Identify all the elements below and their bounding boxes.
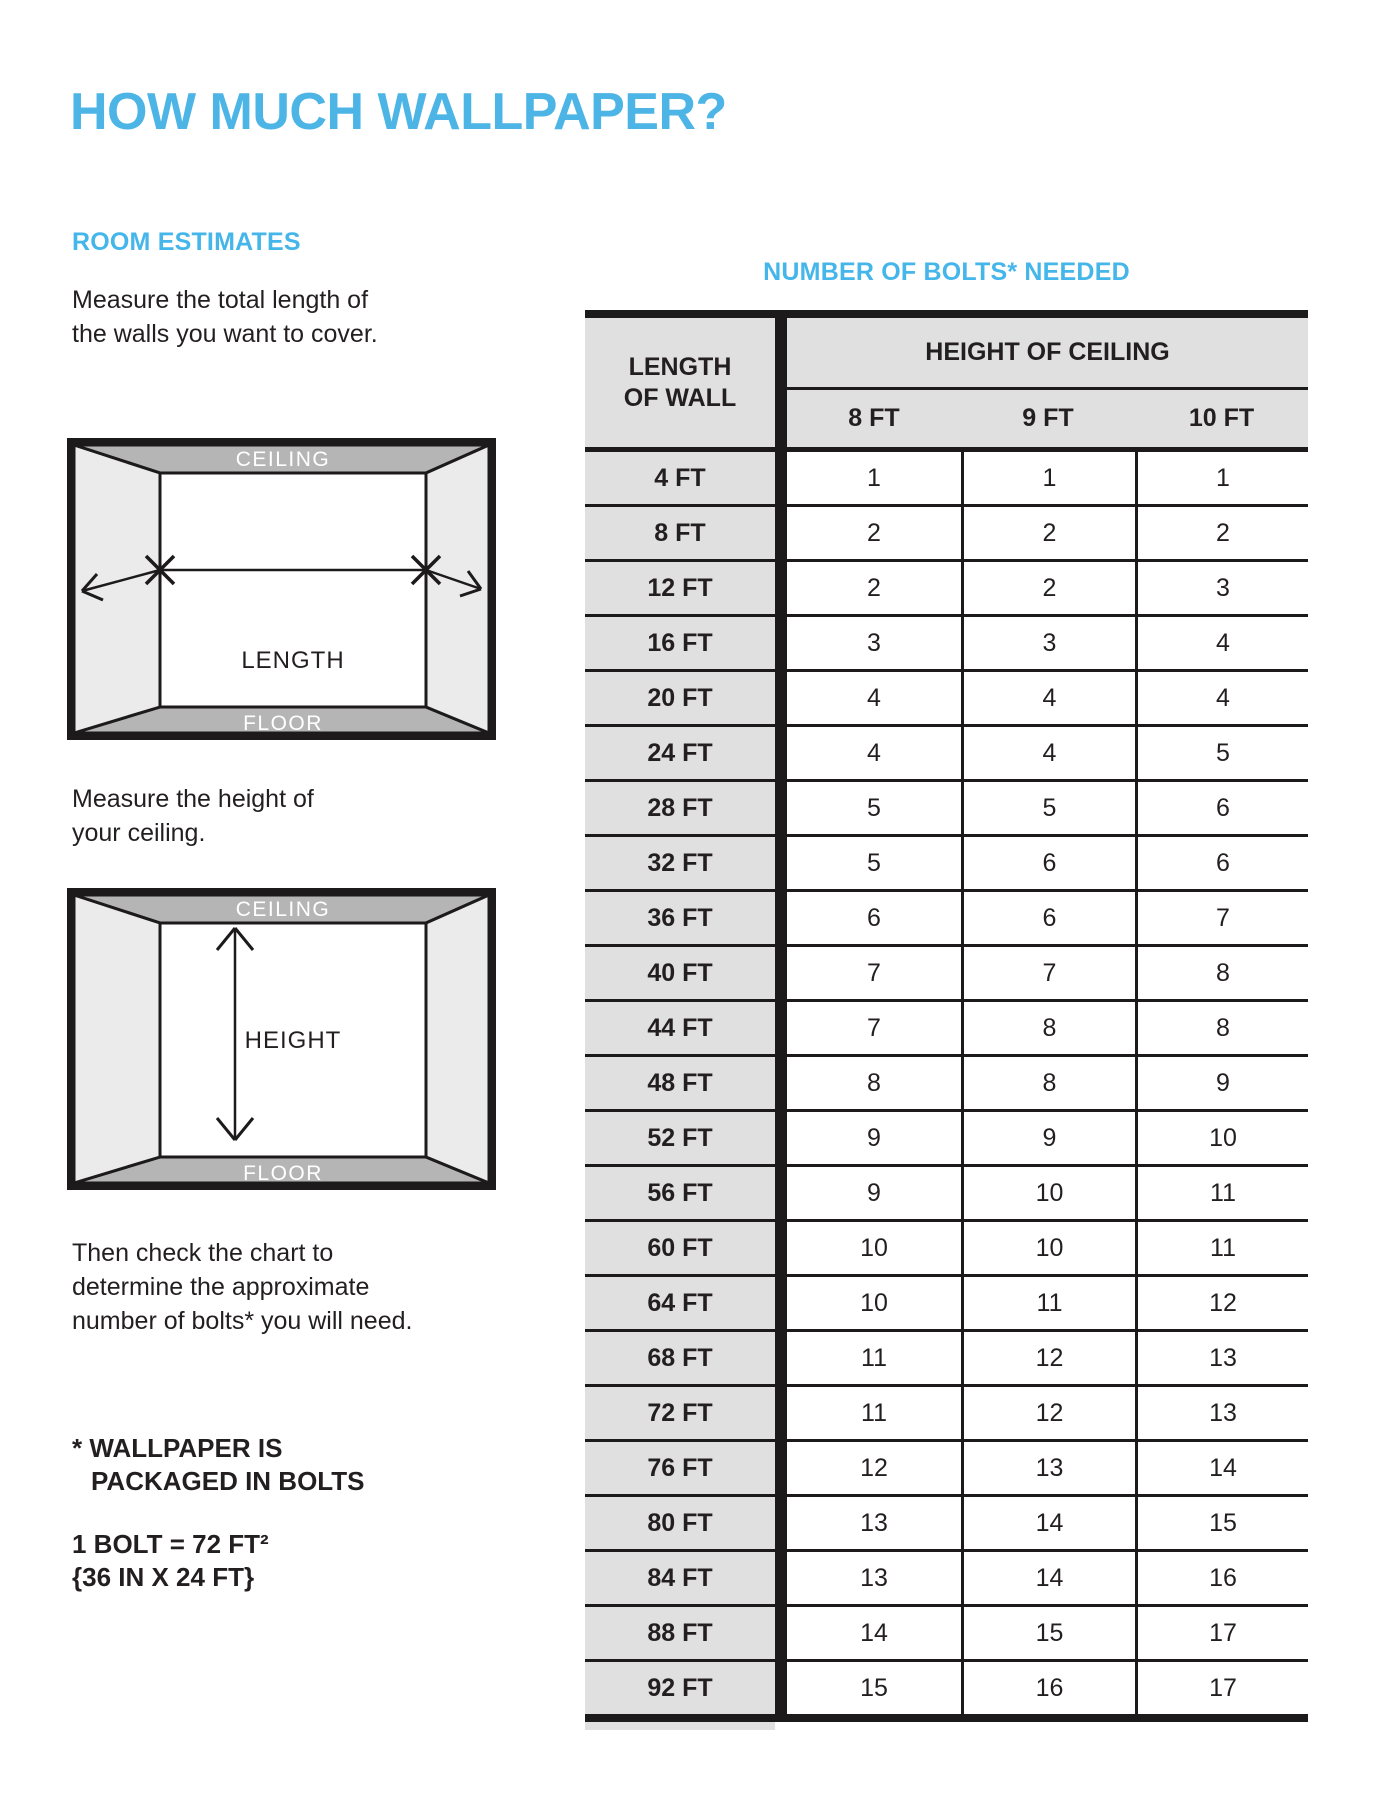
bolts-value-cell: 12	[961, 1387, 1135, 1439]
bolts-value-cell: 13	[1135, 1387, 1308, 1439]
wall-length-cell: 20 FT	[585, 672, 775, 724]
ceiling-label: CEILING	[235, 898, 331, 921]
bolts-value-cell: 1	[1135, 452, 1308, 504]
instruction-length-line1: Measure the total length of	[72, 286, 369, 314]
bolts-value-cell: 11	[787, 1387, 961, 1439]
bolts-value-cell: 5	[787, 782, 961, 834]
bolts-value-cell: 6	[961, 837, 1135, 889]
table-row	[585, 672, 1308, 727]
ceiling-label: CEILING	[235, 448, 331, 471]
column-header-8ft: 8 FT	[848, 404, 900, 432]
right-wall	[426, 895, 489, 1183]
bolts-value-cell: 1	[787, 452, 961, 504]
column-divider	[775, 617, 787, 669]
table-row	[585, 782, 1308, 837]
floor-label: FLOOR	[243, 712, 323, 735]
table-top-border	[585, 310, 1308, 318]
bolts-value-cell: 10	[787, 1222, 961, 1274]
floor-label: FLOOR	[243, 1162, 323, 1185]
column-divider	[775, 1442, 787, 1494]
left-wall	[74, 895, 160, 1183]
bolts-value-cell: 9	[1135, 1057, 1308, 1109]
column-divider	[775, 562, 787, 614]
bolts-value-cell: 2	[1135, 507, 1308, 559]
table-bottom-border	[585, 1714, 1308, 1722]
wall-length-cell: 44 FT	[585, 1002, 775, 1054]
wall-length-cell: 92 FT	[585, 1662, 775, 1714]
wall-length-cell: 72 FT	[585, 1387, 775, 1439]
table-footer-stub	[585, 1722, 775, 1730]
table-row	[585, 1277, 1308, 1332]
bolts-value-cell: 1	[961, 452, 1135, 504]
table-row	[585, 617, 1308, 672]
bolts-value-cell: 11	[1135, 1222, 1308, 1274]
bolts-value-cell: 11	[1135, 1167, 1308, 1219]
bolts-value-cell: 2	[787, 507, 961, 559]
bolts-value-cell: 9	[961, 1112, 1135, 1164]
column-divider	[775, 672, 787, 724]
bolts-value-cell: 12	[1135, 1277, 1308, 1329]
bolts-value-cell: 14	[961, 1497, 1135, 1549]
bolts-value-cell: 13	[1135, 1332, 1308, 1384]
bolts-value-cell: 5	[787, 837, 961, 889]
instruction-length	[72, 283, 378, 351]
bolts-value-cell: 17	[1135, 1662, 1308, 1714]
table-row	[585, 1662, 1308, 1714]
bolt-size-line1: 1 BOLT = 72 FT²	[72, 1529, 269, 1559]
wall-length-cell: 68 FT	[585, 1332, 775, 1384]
column-divider	[775, 318, 787, 447]
bolts-table-heading: NUMBER OF BOLTS* NEEDED	[763, 258, 1130, 286]
bolts-value-cell: 13	[787, 1497, 961, 1549]
column-divider	[775, 782, 787, 834]
column-divider	[775, 1552, 787, 1604]
bolts-value-cell: 13	[787, 1552, 961, 1604]
bolts-value-cell: 12	[961, 1332, 1135, 1384]
bolts-footnote-line1: * WALLPAPER IS	[72, 1433, 283, 1463]
column-header-10ft: 10 FT	[1188, 404, 1255, 432]
bolts-value-cell: 5	[961, 782, 1135, 834]
bolts-value-cell: 15	[961, 1607, 1135, 1659]
height-of-ceiling-header: HEIGHT OF CEILING	[787, 318, 1308, 390]
table-row	[585, 947, 1308, 1002]
column-divider	[775, 1112, 787, 1164]
instruction-chart-line3: number of bolts* you will need.	[72, 1307, 413, 1335]
bolts-value-cell: 14	[961, 1552, 1135, 1604]
table-row	[585, 1057, 1308, 1112]
bolts-value-cell: 5	[1135, 727, 1308, 779]
bolts-value-cell: 2	[961, 507, 1135, 559]
table-row	[585, 1112, 1308, 1167]
bolts-value-cell: 6	[1135, 782, 1308, 834]
column-divider	[775, 507, 787, 559]
bolts-value-cell: 8	[1135, 1002, 1308, 1054]
bolts-value-cell: 4	[961, 727, 1135, 779]
page-title: HOW MUCH WALLPAPER?	[70, 83, 727, 141]
column-divider	[775, 1332, 787, 1384]
length-of-wall-header	[585, 318, 775, 447]
table-row	[585, 1167, 1308, 1222]
wall-length-cell: 76 FT	[585, 1442, 775, 1494]
bolt-size-info	[72, 1528, 269, 1594]
bolts-value-cell: 16	[961, 1662, 1135, 1714]
instruction-length-line2: the walls you want to cover.	[72, 320, 378, 348]
length-label: LENGTH	[241, 647, 345, 674]
table-header	[585, 318, 1308, 447]
bolts-value-cell: 4	[1135, 672, 1308, 724]
column-divider	[775, 1662, 787, 1714]
bolts-value-cell: 8	[961, 1002, 1135, 1054]
wall-length-cell: 32 FT	[585, 837, 775, 889]
bolts-value-cell: 15	[787, 1662, 961, 1714]
table-row	[585, 452, 1308, 507]
column-divider	[775, 892, 787, 944]
wall-length-cell: 16 FT	[585, 617, 775, 669]
bolts-value-cell: 4	[787, 727, 961, 779]
column-divider	[775, 837, 787, 889]
table-row	[585, 1002, 1308, 1057]
column-divider	[775, 1002, 787, 1054]
bolts-value-cell: 3	[1135, 562, 1308, 614]
instruction-chart-line1: Then check the chart to	[72, 1239, 334, 1267]
bolts-value-cell: 10	[961, 1167, 1135, 1219]
bolts-value-cell: 14	[787, 1607, 961, 1659]
wall-length-cell: 8 FT	[585, 507, 775, 559]
bolts-value-cell: 7	[787, 1002, 961, 1054]
bolts-value-cell: 6	[961, 892, 1135, 944]
wall-length-cell: 52 FT	[585, 1112, 775, 1164]
ceiling-height-subheader	[787, 390, 1308, 447]
instruction-height-line2: your ceiling.	[72, 819, 206, 847]
instruction-height-line1: Measure the height of	[72, 785, 314, 813]
bolts-value-cell: 7	[961, 947, 1135, 999]
bolts-value-cell: 10	[787, 1277, 961, 1329]
length-of-wall-line1: LENGTH	[628, 352, 732, 381]
wall-length-cell: 40 FT	[585, 947, 775, 999]
column-header-9ft: 9 FT	[1022, 404, 1074, 432]
wall-length-cell: 4 FT	[585, 452, 775, 504]
wall-length-cell: 88 FT	[585, 1607, 775, 1659]
bolts-value-cell: 9	[787, 1167, 961, 1219]
table-row	[585, 892, 1308, 947]
wall-length-cell: 36 FT	[585, 892, 775, 944]
bolts-value-cell: 13	[961, 1442, 1135, 1494]
bolts-footnote-line2: PACKAGED IN BOLTS	[91, 1466, 365, 1496]
column-divider	[775, 947, 787, 999]
column-divider	[775, 1057, 787, 1109]
column-divider	[775, 1167, 787, 1219]
column-divider	[775, 1497, 787, 1549]
bolts-value-cell: 8	[1135, 947, 1308, 999]
table-row	[585, 507, 1308, 562]
bolts-value-cell: 10	[1135, 1112, 1308, 1164]
bolts-value-cell: 15	[1135, 1497, 1308, 1549]
instruction-chart-line2: determine the approximate	[72, 1273, 370, 1301]
bolts-value-cell: 6	[787, 892, 961, 944]
bolts-value-cell: 16	[1135, 1552, 1308, 1604]
bolts-value-cell: 7	[787, 947, 961, 999]
table-row	[585, 837, 1308, 892]
room-height-diagram	[67, 888, 496, 1190]
bolts-value-cell: 4	[1135, 617, 1308, 669]
wall-length-cell: 64 FT	[585, 1277, 775, 1329]
table-row	[585, 1222, 1308, 1277]
bolts-value-cell: 9	[787, 1112, 961, 1164]
bolt-table-body	[585, 452, 1308, 1714]
bolts-value-cell: 2	[961, 562, 1135, 614]
bolt-size-line2: {36 IN X 24 FT}	[72, 1562, 255, 1592]
bolts-value-cell: 2	[787, 562, 961, 614]
table-row	[585, 1332, 1308, 1387]
length-of-wall-line2: OF WALL	[623, 383, 737, 412]
instruction-height	[72, 782, 314, 850]
column-divider	[775, 727, 787, 779]
bolts-value-cell: 11	[787, 1332, 961, 1384]
table-row	[585, 1497, 1308, 1552]
bolts-value-cell: 3	[787, 617, 961, 669]
bolts-value-cell: 4	[961, 672, 1135, 724]
wall-length-cell: 24 FT	[585, 727, 775, 779]
wall-length-cell: 80 FT	[585, 1497, 775, 1549]
bolts-value-cell: 6	[1135, 837, 1308, 889]
wall-length-cell: 60 FT	[585, 1222, 775, 1274]
column-divider	[775, 1277, 787, 1329]
table-row	[585, 1552, 1308, 1607]
table-row	[585, 1387, 1308, 1442]
bolts-value-cell: 12	[787, 1442, 961, 1494]
column-divider	[775, 1607, 787, 1659]
wall-length-cell: 28 FT	[585, 782, 775, 834]
column-divider	[775, 452, 787, 504]
bolts-value-cell: 10	[961, 1222, 1135, 1274]
bolts-value-cell: 8	[787, 1057, 961, 1109]
height-label: HEIGHT	[244, 1027, 342, 1054]
table-row	[585, 727, 1308, 782]
bolts-footnote	[72, 1432, 364, 1498]
room-length-diagram	[67, 438, 496, 740]
column-divider	[775, 1387, 787, 1439]
wall-length-cell: 12 FT	[585, 562, 775, 614]
bolts-table	[585, 310, 1308, 1730]
bolts-value-cell: 7	[1135, 892, 1308, 944]
bolts-value-cell: 8	[961, 1057, 1135, 1109]
wall-length-cell: 56 FT	[585, 1167, 775, 1219]
wall-length-cell: 48 FT	[585, 1057, 775, 1109]
bolts-value-cell: 11	[961, 1277, 1135, 1329]
instruction-chart	[72, 1236, 412, 1338]
table-row	[585, 1442, 1308, 1497]
bolts-value-cell: 14	[1135, 1442, 1308, 1494]
bolts-value-cell: 17	[1135, 1607, 1308, 1659]
bolts-value-cell: 3	[961, 617, 1135, 669]
room-estimates-heading: ROOM ESTIMATES	[72, 228, 301, 256]
column-divider	[775, 1222, 787, 1274]
wall-length-cell: 84 FT	[585, 1552, 775, 1604]
table-row	[585, 562, 1308, 617]
bolts-value-cell: 4	[787, 672, 961, 724]
table-row	[585, 1607, 1308, 1662]
